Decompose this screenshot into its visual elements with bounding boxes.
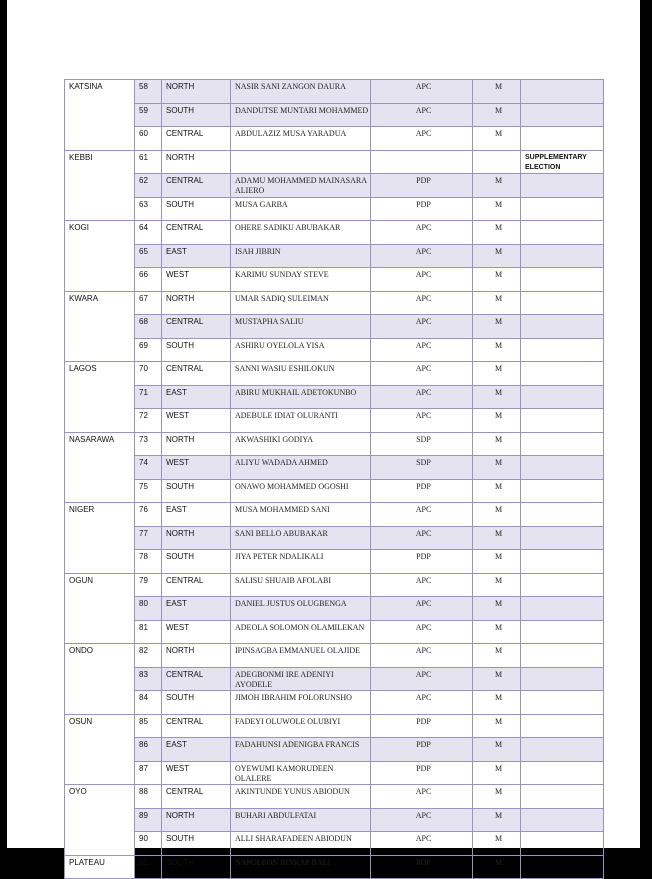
- senator-name-cell: MUSA MOHAMMED SANI: [231, 503, 371, 527]
- remark-cell: [521, 103, 604, 127]
- senator-name-cell: ABIRU MUKHAIL ADETOKUNBO: [231, 385, 371, 409]
- table-row: [65, 738, 604, 762]
- party-cell: APC: [371, 832, 473, 856]
- senator-name-cell: JIYA PETER NDALIKALI: [231, 550, 371, 574]
- party-cell: SDP: [371, 456, 473, 480]
- sex-cell: M: [473, 338, 521, 362]
- party-cell: PDP: [371, 174, 473, 198]
- table-row: [65, 479, 604, 503]
- table-row: [65, 80, 604, 104]
- table-row: [65, 761, 604, 785]
- sex-cell: M: [473, 244, 521, 268]
- senator-name-cell: BUHARI ABDULFATAI: [231, 808, 371, 832]
- sex-cell: M: [473, 174, 521, 198]
- zone-cell: WEST: [162, 409, 231, 433]
- sex-cell: M: [473, 362, 521, 386]
- party-cell: APC: [371, 620, 473, 644]
- zone-cell: SOUTH: [162, 691, 231, 715]
- party-cell: PDP: [371, 550, 473, 574]
- senator-name-cell: ADEBULE IDIAT OLURANTI: [231, 409, 371, 433]
- senator-name-cell: NAPOLEON BINKAP BALI: [231, 855, 371, 879]
- state-cell: OGUN: [65, 573, 135, 644]
- constituency-number-cell: 83: [135, 667, 162, 691]
- remark-cell: [521, 362, 604, 386]
- sex-cell: M: [473, 291, 521, 315]
- remark-cell: [521, 691, 604, 715]
- constituency-number-cell: 87: [135, 761, 162, 785]
- zone-cell: CENTRAL: [162, 785, 231, 809]
- senator-name-cell: DANIEL JUSTUS OLUGBENGA: [231, 597, 371, 621]
- remark-cell: [521, 291, 604, 315]
- table-row: [65, 785, 604, 809]
- zone-cell: CENTRAL: [162, 315, 231, 339]
- constituency-number-cell: 90: [135, 832, 162, 856]
- zone-cell: NORTH: [162, 644, 231, 668]
- constituency-number-cell: 68: [135, 315, 162, 339]
- remark-cell: [521, 268, 604, 292]
- zone-cell: NORTH: [162, 291, 231, 315]
- table-row: [65, 150, 604, 174]
- sex-cell: M: [473, 573, 521, 597]
- sex-cell: M: [473, 526, 521, 550]
- sex-cell: M: [473, 385, 521, 409]
- zone-cell: NORTH: [162, 526, 231, 550]
- party-cell: APC: [371, 808, 473, 832]
- party-cell: SDP: [371, 432, 473, 456]
- senator-name-cell: SANNI WASIU ESHILOKUN: [231, 362, 371, 386]
- table-row: [65, 268, 604, 292]
- party-cell: PDP: [371, 738, 473, 762]
- table-row: [65, 597, 604, 621]
- zone-cell: EAST: [162, 385, 231, 409]
- constituency-number-cell: 59: [135, 103, 162, 127]
- remark-cell: [521, 479, 604, 503]
- sex-cell: M: [473, 691, 521, 715]
- senator-name-cell: SALISU SHUAIB AFOLABI: [231, 573, 371, 597]
- sex-cell: M: [473, 315, 521, 339]
- zone-cell: NORTH: [162, 432, 231, 456]
- senator-name-cell: [231, 150, 371, 174]
- senator-name-cell: DANDUTSE MUNTARI MOHAMMED: [231, 103, 371, 127]
- zone-cell: EAST: [162, 244, 231, 268]
- sex-cell: M: [473, 855, 521, 879]
- constituency-number-cell: 72: [135, 409, 162, 433]
- table-row: [65, 456, 604, 480]
- document-page: [7, 0, 640, 867]
- party-cell: APC: [371, 526, 473, 550]
- senator-name-cell: ADEGBONMI IRE ADENIYI AYODELE: [231, 667, 371, 691]
- party-cell: APC: [371, 785, 473, 809]
- remark-cell: [521, 761, 604, 785]
- remark-cell: [521, 832, 604, 856]
- table-row: [65, 197, 604, 221]
- sex-cell: M: [473, 409, 521, 433]
- sex-cell: M: [473, 197, 521, 221]
- constituency-number-cell: 82: [135, 644, 162, 668]
- senator-name-cell: ALLI SHARAFADEEN ABIODUN: [231, 832, 371, 856]
- senator-name-cell: ALIYU WADADA AHMED: [231, 456, 371, 480]
- constituency-number-cell: 69: [135, 338, 162, 362]
- zone-cell: SOUTH: [162, 479, 231, 503]
- table-row: [65, 691, 604, 715]
- senators-table: [64, 79, 604, 879]
- sex-cell: M: [473, 550, 521, 574]
- zone-cell: SOUTH: [162, 197, 231, 221]
- sex-cell: M: [473, 80, 521, 104]
- zone-cell: SOUTH: [162, 103, 231, 127]
- senator-name-cell: ISAH JIBRIN: [231, 244, 371, 268]
- party-cell: APC: [371, 338, 473, 362]
- zone-cell: SOUTH: [162, 550, 231, 574]
- party-cell: APC: [371, 268, 473, 292]
- senator-name-cell: ADEOLA SOLOMON OLAMILEKAN: [231, 620, 371, 644]
- table-row: [65, 385, 604, 409]
- table-row: [65, 550, 604, 574]
- remark-cell: [521, 338, 604, 362]
- remark-cell: [521, 573, 604, 597]
- zone-cell: CENTRAL: [162, 573, 231, 597]
- constituency-number-cell: 80: [135, 597, 162, 621]
- zone-cell: WEST: [162, 456, 231, 480]
- party-cell: PDP: [371, 714, 473, 738]
- sex-cell: M: [473, 785, 521, 809]
- party-cell: PDP: [371, 479, 473, 503]
- party-cell: [371, 150, 473, 174]
- remark-cell: [521, 244, 604, 268]
- sex-cell: M: [473, 597, 521, 621]
- senator-name-cell: AKINTUNDE YUNUS ABIODUN: [231, 785, 371, 809]
- sex-cell: M: [473, 479, 521, 503]
- table-row: [65, 127, 604, 151]
- senator-name-cell: FADEYI OLUWOLE OLUBIYI: [231, 714, 371, 738]
- party-cell: APC: [371, 291, 473, 315]
- constituency-number-cell: 63: [135, 197, 162, 221]
- constituency-number-cell: 70: [135, 362, 162, 386]
- constituency-number-cell: 76: [135, 503, 162, 527]
- zone-cell: NORTH: [162, 808, 231, 832]
- party-cell: APC: [371, 667, 473, 691]
- zone-cell: EAST: [162, 738, 231, 762]
- constituency-number-cell: 89: [135, 808, 162, 832]
- remark-cell: [521, 80, 604, 104]
- zone-cell: CENTRAL: [162, 362, 231, 386]
- table-row: [65, 855, 604, 879]
- party-cell: APC: [371, 644, 473, 668]
- zone-cell: EAST: [162, 503, 231, 527]
- remark-cell: [521, 785, 604, 809]
- party-cell: PDP: [371, 197, 473, 221]
- senator-name-cell: ONAWO MOHAMMED OGOSHI: [231, 479, 371, 503]
- constituency-number-cell: 58: [135, 80, 162, 104]
- remark-cell: [521, 597, 604, 621]
- table-row: [65, 808, 604, 832]
- state-cell: LAGOS: [65, 362, 135, 433]
- sex-cell: M: [473, 761, 521, 785]
- party-cell: APC: [371, 597, 473, 621]
- party-cell: APC: [371, 385, 473, 409]
- remark-cell: [521, 714, 604, 738]
- party-cell: APC: [371, 573, 473, 597]
- table-row: [65, 667, 604, 691]
- constituency-number-cell: 74: [135, 456, 162, 480]
- table-row: [65, 315, 604, 339]
- remark-cell: [521, 456, 604, 480]
- table-row: [65, 221, 604, 245]
- zone-cell: CENTRAL: [162, 221, 231, 245]
- party-cell: APC: [371, 409, 473, 433]
- senator-name-cell: IPINSAGBA EMMANUEL OLAJIDE: [231, 644, 371, 668]
- zone-cell: CENTRAL: [162, 667, 231, 691]
- remark-cell: [521, 197, 604, 221]
- remark-cell: [521, 855, 604, 879]
- state-cell: OYO: [65, 785, 135, 856]
- party-cell: APC: [371, 362, 473, 386]
- senator-name-cell: JIMOH IBRAHIM FOLORUNSHO: [231, 691, 371, 715]
- party-cell: PDP: [371, 761, 473, 785]
- party-cell: APC: [371, 80, 473, 104]
- constituency-number-cell: 91: [135, 855, 162, 879]
- constituency-number-cell: 65: [135, 244, 162, 268]
- constituency-number-cell: 86: [135, 738, 162, 762]
- state-cell: OSUN: [65, 714, 135, 785]
- constituency-number-cell: 71: [135, 385, 162, 409]
- table-row: [65, 174, 604, 198]
- senator-name-cell: AKWASHIKI GODIYA: [231, 432, 371, 456]
- constituency-number-cell: 79: [135, 573, 162, 597]
- sex-cell: M: [473, 738, 521, 762]
- sex-cell: M: [473, 221, 521, 245]
- remark-cell: [521, 221, 604, 245]
- zone-cell: CENTRAL: [162, 127, 231, 151]
- constituency-number-cell: 60: [135, 127, 162, 151]
- senator-name-cell: SANI BELLO ABUBAKAR: [231, 526, 371, 550]
- remark-cell: [521, 644, 604, 668]
- table-row: [65, 714, 604, 738]
- state-cell: NASARAWA: [65, 432, 135, 503]
- remark-cell: [521, 315, 604, 339]
- remark-cell: [521, 174, 604, 198]
- sex-cell: M: [473, 832, 521, 856]
- senator-name-cell: ADAMU MOHAMMED MAINASARA ALIERO: [231, 174, 371, 198]
- table-row: [65, 620, 604, 644]
- table-row: [65, 338, 604, 362]
- table-row: [65, 409, 604, 433]
- state-cell: KOGI: [65, 221, 135, 292]
- remark-cell: [521, 503, 604, 527]
- table-row: [65, 573, 604, 597]
- constituency-number-cell: 75: [135, 479, 162, 503]
- sex-cell: M: [473, 644, 521, 668]
- state-cell: ONDO: [65, 644, 135, 715]
- zone-cell: SOUTH: [162, 338, 231, 362]
- constituency-number-cell: 62: [135, 174, 162, 198]
- constituency-number-cell: 88: [135, 785, 162, 809]
- table-row: [65, 432, 604, 456]
- zone-cell: SOUTH: [162, 832, 231, 856]
- constituency-number-cell: 81: [135, 620, 162, 644]
- zone-cell: WEST: [162, 268, 231, 292]
- senator-name-cell: FADAHUNSI ADENIGBA FRANCIS: [231, 738, 371, 762]
- remark-cell: [521, 738, 604, 762]
- sex-cell: M: [473, 432, 521, 456]
- zone-cell: WEST: [162, 620, 231, 644]
- sex-cell: M: [473, 456, 521, 480]
- remark-cell: [521, 808, 604, 832]
- constituency-number-cell: 78: [135, 550, 162, 574]
- state-cell: KEBBI: [65, 150, 135, 221]
- senator-name-cell: ABDULAZIZ MUSA YARADUA: [231, 127, 371, 151]
- zone-cell: EAST: [162, 597, 231, 621]
- state-cell: KWARA: [65, 291, 135, 362]
- zone-cell: WEST: [162, 761, 231, 785]
- zone-cell: NORTH: [162, 150, 231, 174]
- remark-cell: [521, 409, 604, 433]
- table-row: [65, 832, 604, 856]
- sex-cell: M: [473, 127, 521, 151]
- state-cell: KATSINA: [65, 80, 135, 151]
- table-row: [65, 362, 604, 386]
- party-cell: APC: [371, 503, 473, 527]
- remark-cell: SUPPLEMENTARY ELECTION: [521, 150, 604, 174]
- remark-cell: [521, 385, 604, 409]
- party-cell: APC: [371, 127, 473, 151]
- sex-cell: M: [473, 503, 521, 527]
- party-cell: APC: [371, 315, 473, 339]
- table-row: [65, 503, 604, 527]
- constituency-number-cell: 73: [135, 432, 162, 456]
- table-row: [65, 291, 604, 315]
- table-row: [65, 103, 604, 127]
- constituency-number-cell: 85: [135, 714, 162, 738]
- party-cell: APC: [371, 244, 473, 268]
- senator-name-cell: OHERE SADIKU ABUBAKAR: [231, 221, 371, 245]
- remark-cell: [521, 550, 604, 574]
- zone-cell: CENTRAL: [162, 174, 231, 198]
- party-cell: APC: [371, 221, 473, 245]
- sex-cell: M: [473, 714, 521, 738]
- sex-cell: M: [473, 103, 521, 127]
- sex-cell: M: [473, 808, 521, 832]
- senator-name-cell: ASHIRU OYELOLA YISA: [231, 338, 371, 362]
- senator-name-cell: NASIR SANI ZANGON DAURA: [231, 80, 371, 104]
- constituency-number-cell: 77: [135, 526, 162, 550]
- zone-cell: SOUTH: [162, 855, 231, 879]
- remark-cell: [521, 526, 604, 550]
- party-cell: APC: [371, 103, 473, 127]
- remark-cell: [521, 620, 604, 644]
- sex-cell: M: [473, 620, 521, 644]
- senator-name-cell: MUSA GARBA: [231, 197, 371, 221]
- sex-cell: M: [473, 667, 521, 691]
- zone-cell: NORTH: [162, 80, 231, 104]
- senator-name-cell: MUSTAPHA SALIU: [231, 315, 371, 339]
- table-body: [65, 80, 604, 879]
- constituency-number-cell: 67: [135, 291, 162, 315]
- table-row: [65, 644, 604, 668]
- zone-cell: CENTRAL: [162, 714, 231, 738]
- sex-cell: M: [473, 268, 521, 292]
- sex-cell: [473, 150, 521, 174]
- state-cell: PLATEAU: [65, 855, 135, 879]
- party-cell: APC: [371, 691, 473, 715]
- party-cell: PDP: [371, 855, 473, 879]
- remark-cell: [521, 432, 604, 456]
- constituency-number-cell: 61: [135, 150, 162, 174]
- constituency-number-cell: 66: [135, 268, 162, 292]
- table-row: [65, 244, 604, 268]
- senator-name-cell: KARIMU SUNDAY STEVE: [231, 268, 371, 292]
- constituency-number-cell: 84: [135, 691, 162, 715]
- constituency-number-cell: 64: [135, 221, 162, 245]
- senator-name-cell: OYEWUMI KAMORUDEEN OLALERE: [231, 761, 371, 785]
- senator-name-cell: UMAR SADIQ SULEIMAN: [231, 291, 371, 315]
- remark-cell: [521, 667, 604, 691]
- state-cell: NIGER: [65, 503, 135, 574]
- remark-cell: [521, 127, 604, 151]
- table-row: [65, 526, 604, 550]
